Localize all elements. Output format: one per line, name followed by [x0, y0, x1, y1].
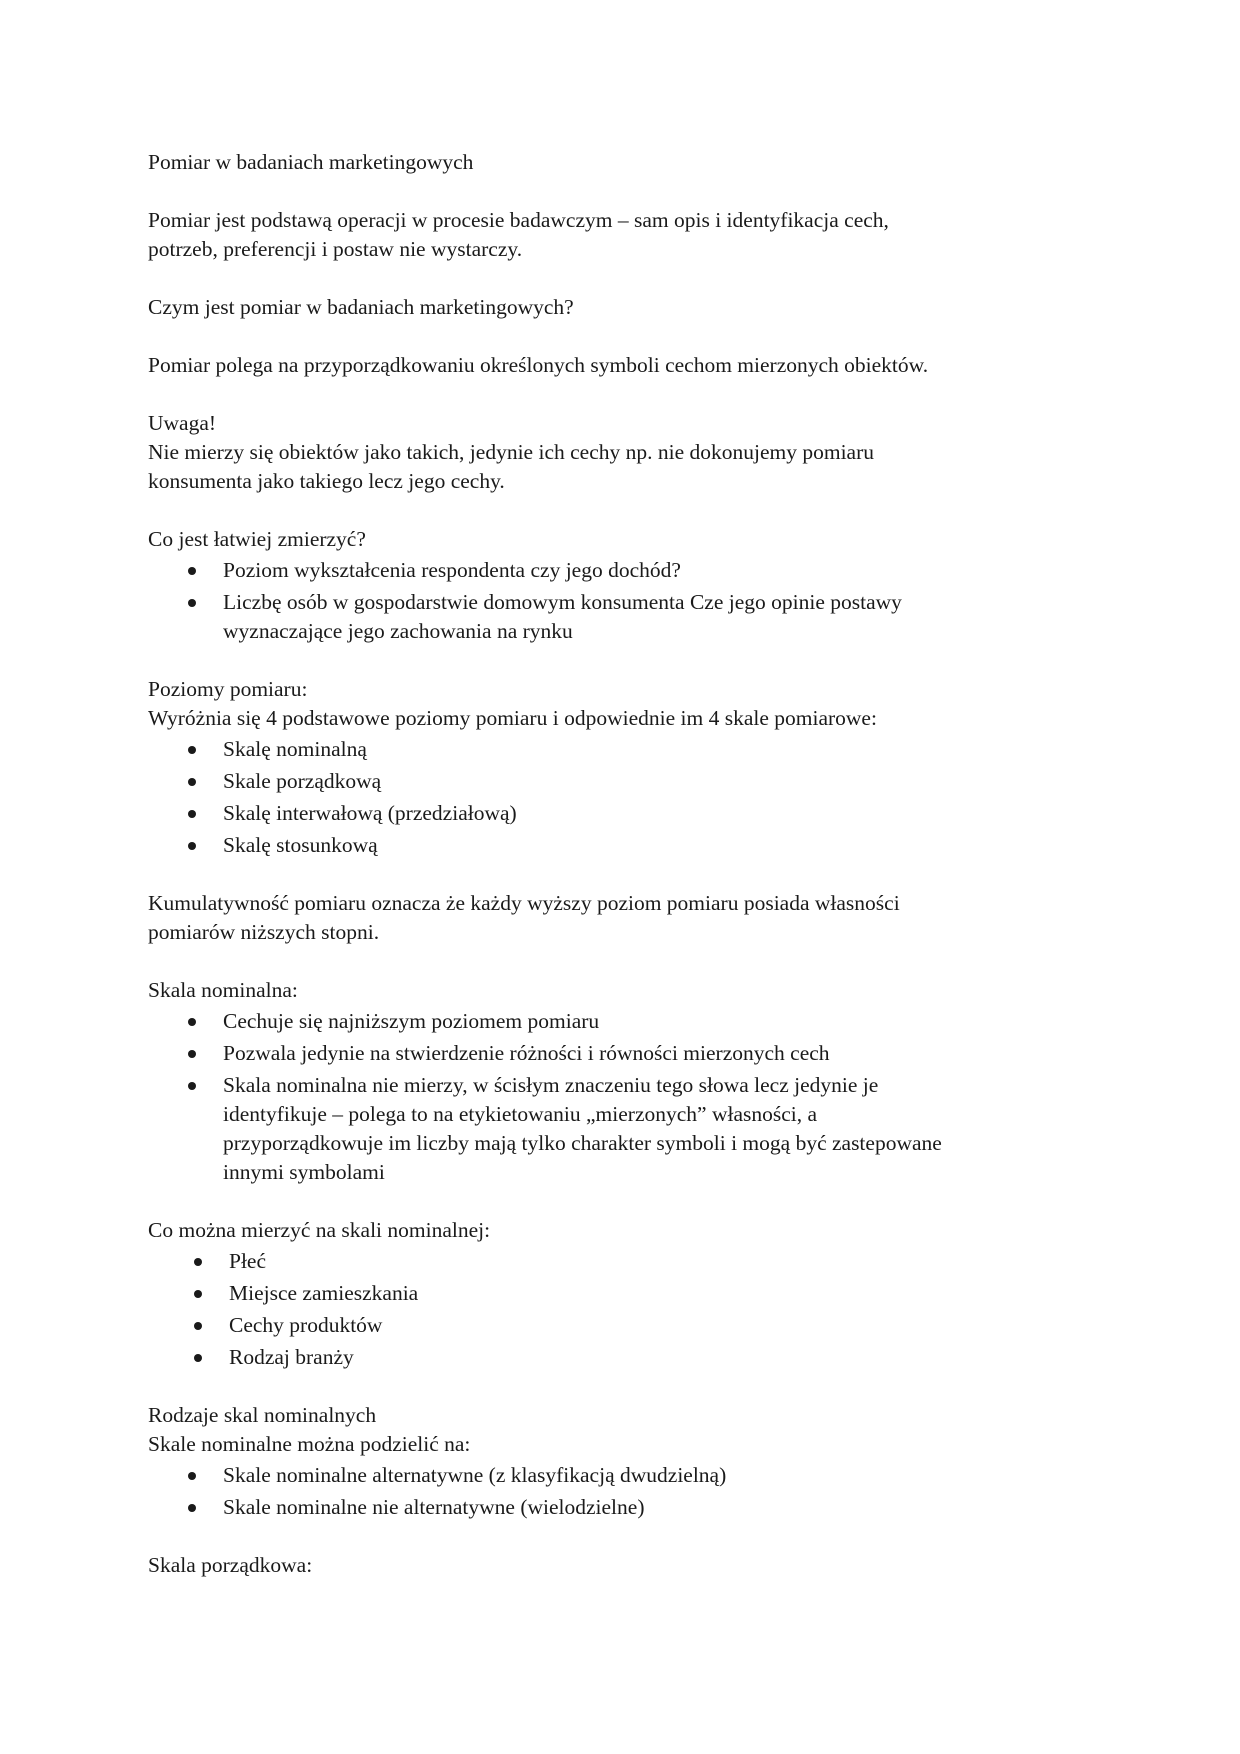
list-item: Cechuje się najniższym poziomem pomiaru: [148, 1007, 1088, 1036]
list-item: Poziom wykształcenia respondenta czy jego dochód?: [148, 556, 1088, 585]
nominal-heading: Skala nominalna:: [148, 978, 298, 1002]
list-item: Miejsce zamieszkania: [148, 1279, 1088, 1308]
note-line: Nie mierzy się obiektów jako takich, jedynie ich cechy np. nie dokonujemy pomiaru: [148, 440, 875, 464]
bullet-icon: [188, 810, 196, 818]
bullet-icon: [188, 1018, 196, 1026]
bullet-icon: [188, 842, 196, 850]
levels-heading: Poziomy pomiaru:: [148, 677, 308, 701]
levels-list: [148, 735, 1088, 860]
measure-list: [148, 1247, 1088, 1372]
types-intro: Skale nominalne można podzielić na:: [148, 1432, 471, 1456]
question-paragraph: Czym jest pomiar w badaniach marketingowych?: [148, 295, 574, 319]
list-item: Liczbę osób w gospodarstwie domowym konsumenta Cze jego opinie postawy wyznaczające jego zachowania na rynku: [148, 588, 1088, 646]
easier-section: [148, 525, 1088, 646]
measure-heading: Co można mierzyć na skali nominalnej:: [148, 1218, 491, 1242]
list-item: Skale nominalne alternatywne (z klasyfikacją dwudzielną): [148, 1461, 1088, 1490]
types-section: [148, 1401, 1088, 1522]
note-line: konsumenta jako takiego lecz jego cechy.: [148, 469, 505, 493]
types-heading: Rodzaje skal nominalnych: [148, 1403, 377, 1427]
cumulative-line: Kumulatywność pomiaru oznacza że każdy wyższy poziom pomiaru posiada własności: [148, 891, 900, 915]
bullet-icon: [194, 1258, 202, 1266]
bullet-icon: [194, 1322, 202, 1330]
bullet-icon: [188, 1472, 196, 1480]
document-page: [148, 148, 1088, 1580]
nominal-section: [148, 976, 1088, 1187]
easier-heading: Co jest łatwiej zmierzyć?: [148, 527, 366, 551]
list-item: Skale nominalne nie alternatywne (wielodzielne): [148, 1493, 1088, 1522]
levels-section: [148, 675, 1088, 860]
bullet-icon: [188, 599, 196, 607]
bullet-icon: [188, 1504, 196, 1512]
intro-line: Pomiar jest podstawą operacji w procesie badawczym – sam opis i identyfikacja cech,: [148, 208, 889, 232]
types-list: [148, 1461, 1088, 1522]
note-heading: Uwaga!: [148, 411, 217, 435]
bullet-icon: [188, 1050, 196, 1058]
bullet-icon: [188, 746, 196, 754]
intro-line: potrzeb, preferencji i postaw nie wystarczy.: [148, 237, 523, 261]
list-item: Skalę interwałową (przedziałową): [148, 799, 1088, 828]
ordinal-heading: Skala porządkowa:: [148, 1553, 313, 1577]
bullet-icon: [194, 1290, 202, 1298]
note-block: [148, 409, 1088, 496]
bullet-icon: [188, 567, 196, 575]
cumulative-paragraph: [148, 889, 1088, 947]
list-item: Skalę nominalną: [148, 735, 1088, 764]
easier-list: [148, 556, 1088, 646]
cumulative-line: pomiarów niższych stopni.: [148, 920, 380, 944]
intro-paragraph: [148, 206, 1088, 264]
list-item: Rodzaj branży: [148, 1343, 1088, 1372]
list-item: Płeć: [148, 1247, 1088, 1276]
list-item: Pozwala jedynie na stwierdzenie różności i równości mierzonych cech: [148, 1039, 1088, 1068]
levels-intro: Wyróżnia się 4 podstawowe poziomy pomiaru i odpowiednie im 4 skale pomiarowe:: [148, 706, 877, 730]
list-item: Cechy produktów: [148, 1311, 1088, 1340]
list-item: Skale porządkową: [148, 767, 1088, 796]
bullet-icon: [194, 1354, 202, 1362]
definition-paragraph: Pomiar polega na przyporządkowaniu określonych symboli cechom mierzonych obiektów.: [148, 353, 929, 377]
bullet-icon: [188, 778, 196, 786]
measure-section: [148, 1216, 1088, 1372]
nominal-list: [148, 1007, 1088, 1187]
bullet-icon: [188, 1082, 196, 1090]
document-title: Pomiar w badaniach marketingowych: [148, 150, 474, 174]
list-item: Skalę stosunkową: [148, 831, 1088, 860]
list-item: Skala nominalna nie mierzy, w ścisłym znaczeniu tego słowa lecz jedynie je identyfikuje – polega to na etykietowaniu „mierzonych” własności, a przyporządkowuje im liczby mają tylko charakter symboli i mogą być zastepowane innymi symbolami: [148, 1071, 1088, 1187]
